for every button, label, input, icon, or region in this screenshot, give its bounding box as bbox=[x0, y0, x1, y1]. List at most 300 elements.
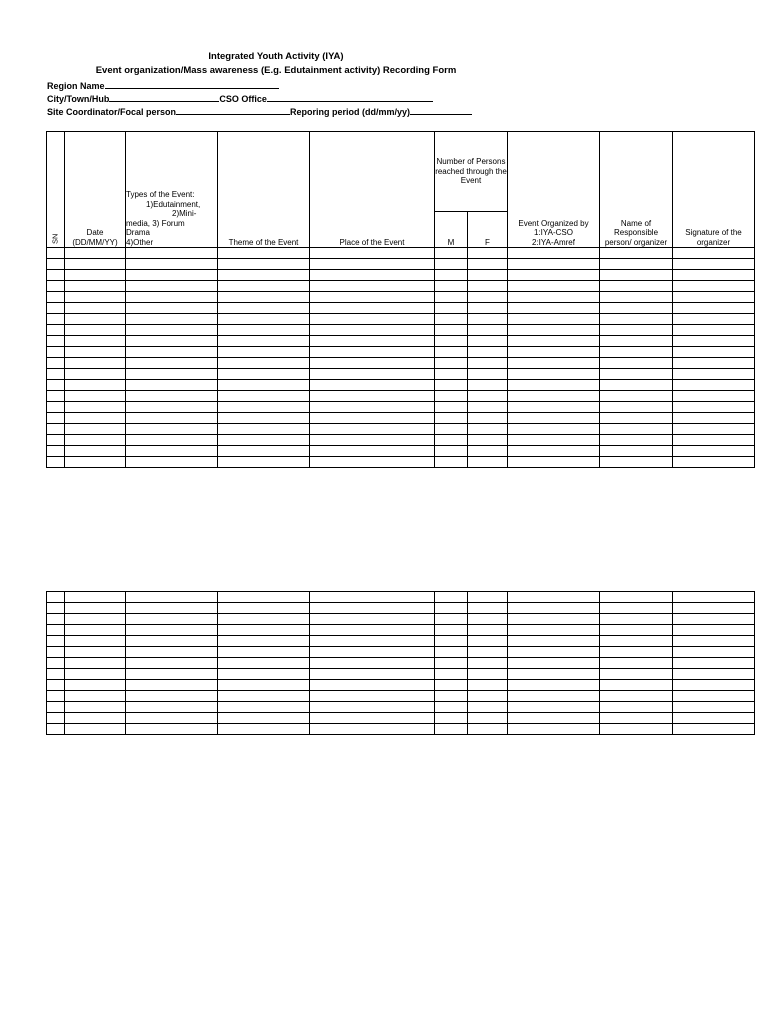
table-cell[interactable] bbox=[126, 413, 218, 424]
table-cell[interactable] bbox=[508, 669, 600, 680]
table-cell[interactable] bbox=[435, 713, 468, 724]
table-cell[interactable] bbox=[310, 292, 435, 303]
table-cell[interactable] bbox=[468, 713, 508, 724]
table-cell[interactable] bbox=[218, 713, 310, 724]
table-cell[interactable] bbox=[673, 347, 755, 358]
table-cell[interactable] bbox=[126, 669, 218, 680]
period-blank[interactable] bbox=[410, 105, 472, 115]
table-cell[interactable] bbox=[47, 435, 65, 446]
table-cell[interactable] bbox=[508, 647, 600, 658]
table-cell[interactable] bbox=[673, 435, 755, 446]
table-cell[interactable] bbox=[310, 691, 435, 702]
table-cell[interactable] bbox=[508, 270, 600, 281]
table-cell[interactable] bbox=[673, 391, 755, 402]
table-cell[interactable] bbox=[65, 592, 126, 603]
table-cell[interactable] bbox=[600, 325, 673, 336]
table-cell[interactable] bbox=[435, 424, 468, 435]
table-cell[interactable] bbox=[126, 592, 218, 603]
table-cell[interactable] bbox=[508, 391, 600, 402]
table-cell[interactable] bbox=[126, 347, 218, 358]
table-cell[interactable] bbox=[600, 248, 673, 259]
table-cell[interactable] bbox=[218, 336, 310, 347]
table-cell[interactable] bbox=[435, 592, 468, 603]
table-cell[interactable] bbox=[673, 625, 755, 636]
table-cell[interactable] bbox=[47, 592, 65, 603]
table-cell[interactable] bbox=[126, 658, 218, 669]
table-cell[interactable] bbox=[435, 658, 468, 669]
table-cell[interactable] bbox=[310, 380, 435, 391]
table-cell[interactable] bbox=[468, 724, 508, 735]
table-cell[interactable] bbox=[218, 358, 310, 369]
table-cell[interactable] bbox=[47, 336, 65, 347]
cso-blank[interactable] bbox=[267, 92, 433, 102]
table-cell[interactable] bbox=[310, 636, 435, 647]
table-cell[interactable] bbox=[218, 603, 310, 614]
table-cell[interactable] bbox=[508, 713, 600, 724]
table-cell[interactable] bbox=[468, 592, 508, 603]
table-cell[interactable] bbox=[508, 614, 600, 625]
table-cell[interactable] bbox=[310, 402, 435, 413]
table-cell[interactable] bbox=[218, 347, 310, 358]
table-cell[interactable] bbox=[47, 325, 65, 336]
table-cell[interactable] bbox=[435, 369, 468, 380]
table-cell[interactable] bbox=[65, 446, 126, 457]
table-cell[interactable] bbox=[47, 702, 65, 713]
table-cell[interactable] bbox=[218, 413, 310, 424]
table-cell[interactable] bbox=[435, 446, 468, 457]
table-cell[interactable] bbox=[47, 270, 65, 281]
table-cell[interactable] bbox=[673, 292, 755, 303]
table-cell[interactable] bbox=[218, 402, 310, 413]
table-cell[interactable] bbox=[65, 457, 126, 468]
table-cell[interactable] bbox=[435, 259, 468, 270]
table-cell[interactable] bbox=[600, 457, 673, 468]
table-cell[interactable] bbox=[600, 270, 673, 281]
table-cell[interactable] bbox=[47, 647, 65, 658]
table-cell[interactable] bbox=[65, 248, 126, 259]
table-cell[interactable] bbox=[47, 413, 65, 424]
table-cell[interactable] bbox=[126, 702, 218, 713]
table-cell[interactable] bbox=[218, 303, 310, 314]
table-cell[interactable] bbox=[435, 270, 468, 281]
table-cell[interactable] bbox=[435, 702, 468, 713]
table-cell[interactable] bbox=[673, 636, 755, 647]
table-cell[interactable] bbox=[468, 702, 508, 713]
table-cell[interactable] bbox=[310, 314, 435, 325]
table-cell[interactable] bbox=[673, 713, 755, 724]
table-cell[interactable] bbox=[65, 292, 126, 303]
table-cell[interactable] bbox=[673, 413, 755, 424]
table-cell[interactable] bbox=[508, 446, 600, 457]
table-cell[interactable] bbox=[600, 391, 673, 402]
table-cell[interactable] bbox=[673, 724, 755, 735]
table-cell[interactable] bbox=[218, 259, 310, 270]
table-cell[interactable] bbox=[218, 446, 310, 457]
table-cell[interactable] bbox=[435, 603, 468, 614]
table-cell[interactable] bbox=[47, 281, 65, 292]
table-cell[interactable] bbox=[673, 446, 755, 457]
table-cell[interactable] bbox=[47, 658, 65, 669]
table-cell[interactable] bbox=[65, 314, 126, 325]
table-cell[interactable] bbox=[65, 669, 126, 680]
table-cell[interactable] bbox=[600, 680, 673, 691]
table-cell[interactable] bbox=[673, 603, 755, 614]
table-cell[interactable] bbox=[600, 369, 673, 380]
table-cell[interactable] bbox=[65, 424, 126, 435]
table-cell[interactable] bbox=[435, 292, 468, 303]
table-cell[interactable] bbox=[47, 457, 65, 468]
table-cell[interactable] bbox=[310, 369, 435, 380]
table-cell[interactable] bbox=[508, 292, 600, 303]
table-cell[interactable] bbox=[47, 713, 65, 724]
region-blank[interactable] bbox=[105, 79, 279, 89]
table-cell[interactable] bbox=[508, 702, 600, 713]
table-cell[interactable] bbox=[673, 336, 755, 347]
table-cell[interactable] bbox=[468, 369, 508, 380]
table-cell[interactable] bbox=[47, 380, 65, 391]
table-cell[interactable] bbox=[310, 614, 435, 625]
table-cell[interactable] bbox=[435, 457, 468, 468]
table-cell[interactable] bbox=[468, 281, 508, 292]
table-cell[interactable] bbox=[218, 680, 310, 691]
table-cell[interactable] bbox=[218, 435, 310, 446]
table-cell[interactable] bbox=[47, 669, 65, 680]
table-cell[interactable] bbox=[435, 336, 468, 347]
table-cell[interactable] bbox=[673, 647, 755, 658]
table-cell[interactable] bbox=[508, 625, 600, 636]
table-cell[interactable] bbox=[310, 647, 435, 658]
table-cell[interactable] bbox=[126, 724, 218, 735]
table-cell[interactable] bbox=[310, 702, 435, 713]
table-cell[interactable] bbox=[65, 647, 126, 658]
table-cell[interactable] bbox=[673, 259, 755, 270]
table-cell[interactable] bbox=[600, 669, 673, 680]
table-cell[interactable] bbox=[435, 413, 468, 424]
table-cell[interactable] bbox=[468, 614, 508, 625]
table-cell[interactable] bbox=[65, 702, 126, 713]
table-cell[interactable] bbox=[508, 457, 600, 468]
table-cell[interactable] bbox=[65, 391, 126, 402]
table-cell[interactable] bbox=[468, 380, 508, 391]
table-cell[interactable] bbox=[47, 603, 65, 614]
table-cell[interactable] bbox=[218, 724, 310, 735]
table-cell[interactable] bbox=[218, 702, 310, 713]
table-cell[interactable] bbox=[126, 270, 218, 281]
table-cell[interactable] bbox=[468, 413, 508, 424]
table-cell[interactable] bbox=[600, 625, 673, 636]
table-cell[interactable] bbox=[468, 303, 508, 314]
table-cell[interactable] bbox=[218, 380, 310, 391]
table-cell[interactable] bbox=[600, 347, 673, 358]
table-cell[interactable] bbox=[600, 358, 673, 369]
table-cell[interactable] bbox=[310, 358, 435, 369]
table-cell[interactable] bbox=[508, 336, 600, 347]
table-cell[interactable] bbox=[468, 292, 508, 303]
table-cell[interactable] bbox=[468, 402, 508, 413]
table-cell[interactable] bbox=[126, 614, 218, 625]
table-cell[interactable] bbox=[47, 424, 65, 435]
table-cell[interactable] bbox=[126, 424, 218, 435]
table-cell[interactable] bbox=[600, 336, 673, 347]
table-cell[interactable] bbox=[126, 314, 218, 325]
table-cell[interactable] bbox=[468, 424, 508, 435]
table-cell[interactable] bbox=[47, 248, 65, 259]
table-cell[interactable] bbox=[468, 391, 508, 402]
table-cell[interactable] bbox=[673, 270, 755, 281]
table-cell[interactable] bbox=[468, 658, 508, 669]
table-cell[interactable] bbox=[673, 680, 755, 691]
table-cell[interactable] bbox=[600, 424, 673, 435]
table-cell[interactable] bbox=[47, 724, 65, 735]
table-cell[interactable] bbox=[468, 691, 508, 702]
table-cell[interactable] bbox=[468, 636, 508, 647]
table-cell[interactable] bbox=[673, 691, 755, 702]
table-cell[interactable] bbox=[218, 248, 310, 259]
table-cell[interactable] bbox=[126, 369, 218, 380]
table-cell[interactable] bbox=[435, 281, 468, 292]
table-cell[interactable] bbox=[468, 358, 508, 369]
table-cell[interactable] bbox=[435, 647, 468, 658]
table-cell[interactable] bbox=[310, 592, 435, 603]
table-cell[interactable] bbox=[468, 314, 508, 325]
table-cell[interactable] bbox=[435, 402, 468, 413]
table-cell[interactable] bbox=[435, 614, 468, 625]
table-cell[interactable] bbox=[508, 259, 600, 270]
table-cell[interactable] bbox=[508, 680, 600, 691]
table-cell[interactable] bbox=[310, 446, 435, 457]
table-cell[interactable] bbox=[468, 248, 508, 259]
table-cell[interactable] bbox=[126, 435, 218, 446]
table-cell[interactable] bbox=[508, 592, 600, 603]
table-cell[interactable] bbox=[508, 435, 600, 446]
table-cell[interactable] bbox=[310, 435, 435, 446]
table-cell[interactable] bbox=[310, 270, 435, 281]
table-cell[interactable] bbox=[435, 636, 468, 647]
table-cell[interactable] bbox=[126, 391, 218, 402]
coordinator-blank[interactable] bbox=[176, 105, 290, 115]
table-cell[interactable] bbox=[673, 702, 755, 713]
table-cell[interactable] bbox=[47, 391, 65, 402]
table-cell[interactable] bbox=[65, 658, 126, 669]
table-cell[interactable] bbox=[310, 413, 435, 424]
table-cell[interactable] bbox=[218, 292, 310, 303]
table-cell[interactable] bbox=[508, 314, 600, 325]
table-cell[interactable] bbox=[600, 603, 673, 614]
table-cell[interactable] bbox=[673, 592, 755, 603]
table-cell[interactable] bbox=[600, 303, 673, 314]
table-cell[interactable] bbox=[126, 336, 218, 347]
table-cell[interactable] bbox=[468, 336, 508, 347]
table-cell[interactable] bbox=[468, 625, 508, 636]
table-cell[interactable] bbox=[126, 325, 218, 336]
table-cell[interactable] bbox=[65, 303, 126, 314]
table-cell[interactable] bbox=[468, 259, 508, 270]
table-cell[interactable] bbox=[310, 603, 435, 614]
table-cell[interactable] bbox=[218, 669, 310, 680]
table-cell[interactable] bbox=[435, 303, 468, 314]
table-cell[interactable] bbox=[310, 347, 435, 358]
table-cell[interactable] bbox=[673, 402, 755, 413]
table-cell[interactable] bbox=[468, 446, 508, 457]
table-cell[interactable] bbox=[468, 647, 508, 658]
table-cell[interactable] bbox=[218, 647, 310, 658]
table-cell[interactable] bbox=[65, 713, 126, 724]
city-blank[interactable] bbox=[109, 92, 219, 102]
table-cell[interactable] bbox=[218, 391, 310, 402]
table-cell[interactable] bbox=[310, 336, 435, 347]
table-cell[interactable] bbox=[508, 402, 600, 413]
table-cell[interactable] bbox=[47, 303, 65, 314]
table-cell[interactable] bbox=[218, 592, 310, 603]
table-cell[interactable] bbox=[673, 358, 755, 369]
table-cell[interactable] bbox=[126, 248, 218, 259]
table-cell[interactable] bbox=[435, 391, 468, 402]
table-cell[interactable] bbox=[310, 669, 435, 680]
table-cell[interactable] bbox=[468, 457, 508, 468]
table-cell[interactable] bbox=[310, 259, 435, 270]
table-cell[interactable] bbox=[65, 358, 126, 369]
table-cell[interactable] bbox=[65, 603, 126, 614]
table-cell[interactable] bbox=[47, 614, 65, 625]
table-cell[interactable] bbox=[600, 724, 673, 735]
table-cell[interactable] bbox=[47, 369, 65, 380]
table-cell[interactable] bbox=[310, 325, 435, 336]
table-cell[interactable] bbox=[435, 380, 468, 391]
table-cell[interactable] bbox=[65, 369, 126, 380]
table-cell[interactable] bbox=[218, 691, 310, 702]
table-cell[interactable] bbox=[310, 424, 435, 435]
table-cell[interactable] bbox=[508, 281, 600, 292]
table-cell[interactable] bbox=[218, 281, 310, 292]
table-cell[interactable] bbox=[310, 248, 435, 259]
table-cell[interactable] bbox=[673, 281, 755, 292]
table-cell[interactable] bbox=[310, 724, 435, 735]
table-cell[interactable] bbox=[126, 603, 218, 614]
table-cell[interactable] bbox=[435, 669, 468, 680]
table-cell[interactable] bbox=[310, 281, 435, 292]
table-cell[interactable] bbox=[673, 248, 755, 259]
table-cell[interactable] bbox=[600, 402, 673, 413]
table-cell[interactable] bbox=[600, 691, 673, 702]
table-cell[interactable] bbox=[435, 625, 468, 636]
table-cell[interactable] bbox=[468, 270, 508, 281]
table-cell[interactable] bbox=[218, 625, 310, 636]
table-cell[interactable] bbox=[310, 303, 435, 314]
table-cell[interactable] bbox=[218, 424, 310, 435]
table-cell[interactable] bbox=[218, 325, 310, 336]
table-cell[interactable] bbox=[435, 724, 468, 735]
table-cell[interactable] bbox=[126, 680, 218, 691]
table-cell[interactable] bbox=[65, 281, 126, 292]
table-cell[interactable] bbox=[673, 614, 755, 625]
table-cell[interactable] bbox=[673, 325, 755, 336]
table-cell[interactable] bbox=[468, 325, 508, 336]
table-cell[interactable] bbox=[47, 358, 65, 369]
table-cell[interactable] bbox=[435, 347, 468, 358]
table-cell[interactable] bbox=[600, 446, 673, 457]
table-cell[interactable] bbox=[126, 457, 218, 468]
table-cell[interactable] bbox=[65, 636, 126, 647]
table-cell[interactable] bbox=[126, 402, 218, 413]
table-cell[interactable] bbox=[600, 592, 673, 603]
table-cell[interactable] bbox=[673, 669, 755, 680]
table-cell[interactable] bbox=[600, 281, 673, 292]
table-cell[interactable] bbox=[508, 248, 600, 259]
table-cell[interactable] bbox=[468, 680, 508, 691]
table-cell[interactable] bbox=[310, 680, 435, 691]
table-cell[interactable] bbox=[600, 702, 673, 713]
table-cell[interactable] bbox=[218, 614, 310, 625]
table-cell[interactable] bbox=[47, 314, 65, 325]
table-cell[interactable] bbox=[673, 457, 755, 468]
table-cell[interactable] bbox=[126, 691, 218, 702]
table-cell[interactable] bbox=[126, 259, 218, 270]
table-cell[interactable] bbox=[65, 259, 126, 270]
table-cell[interactable] bbox=[600, 314, 673, 325]
table-cell[interactable] bbox=[65, 325, 126, 336]
table-cell[interactable] bbox=[47, 259, 65, 270]
table-cell[interactable] bbox=[435, 435, 468, 446]
table-cell[interactable] bbox=[468, 669, 508, 680]
table-cell[interactable] bbox=[435, 691, 468, 702]
table-cell[interactable] bbox=[65, 691, 126, 702]
table-cell[interactable] bbox=[600, 259, 673, 270]
table-cell[interactable] bbox=[468, 603, 508, 614]
table-cell[interactable] bbox=[600, 713, 673, 724]
table-cell[interactable] bbox=[673, 314, 755, 325]
table-cell[interactable] bbox=[218, 314, 310, 325]
table-cell[interactable] bbox=[508, 369, 600, 380]
table-cell[interactable] bbox=[126, 292, 218, 303]
table-cell[interactable] bbox=[508, 380, 600, 391]
table-cell[interactable] bbox=[218, 636, 310, 647]
table-cell[interactable] bbox=[310, 713, 435, 724]
table-cell[interactable] bbox=[218, 270, 310, 281]
table-cell[interactable] bbox=[673, 424, 755, 435]
table-cell[interactable] bbox=[600, 380, 673, 391]
table-cell[interactable] bbox=[673, 658, 755, 669]
table-cell[interactable] bbox=[218, 658, 310, 669]
table-cell[interactable] bbox=[47, 446, 65, 457]
table-cell[interactable] bbox=[65, 435, 126, 446]
table-cell[interactable] bbox=[126, 625, 218, 636]
table-cell[interactable] bbox=[600, 636, 673, 647]
table-cell[interactable] bbox=[600, 413, 673, 424]
table-cell[interactable] bbox=[47, 636, 65, 647]
table-cell[interactable] bbox=[508, 413, 600, 424]
table-cell[interactable] bbox=[126, 647, 218, 658]
table-cell[interactable] bbox=[65, 625, 126, 636]
table-cell[interactable] bbox=[47, 402, 65, 413]
table-cell[interactable] bbox=[47, 347, 65, 358]
table-cell[interactable] bbox=[65, 347, 126, 358]
table-cell[interactable] bbox=[508, 303, 600, 314]
table-cell[interactable] bbox=[600, 435, 673, 446]
table-cell[interactable] bbox=[435, 680, 468, 691]
table-cell[interactable] bbox=[600, 647, 673, 658]
table-cell[interactable] bbox=[310, 391, 435, 402]
table-cell[interactable] bbox=[126, 303, 218, 314]
table-cell[interactable] bbox=[126, 713, 218, 724]
table-cell[interactable] bbox=[65, 380, 126, 391]
table-cell[interactable] bbox=[673, 380, 755, 391]
table-cell[interactable] bbox=[310, 457, 435, 468]
table-cell[interactable] bbox=[65, 336, 126, 347]
table-cell[interactable] bbox=[65, 724, 126, 735]
table-cell[interactable] bbox=[508, 424, 600, 435]
table-cell[interactable] bbox=[47, 292, 65, 303]
table-cell[interactable] bbox=[508, 724, 600, 735]
